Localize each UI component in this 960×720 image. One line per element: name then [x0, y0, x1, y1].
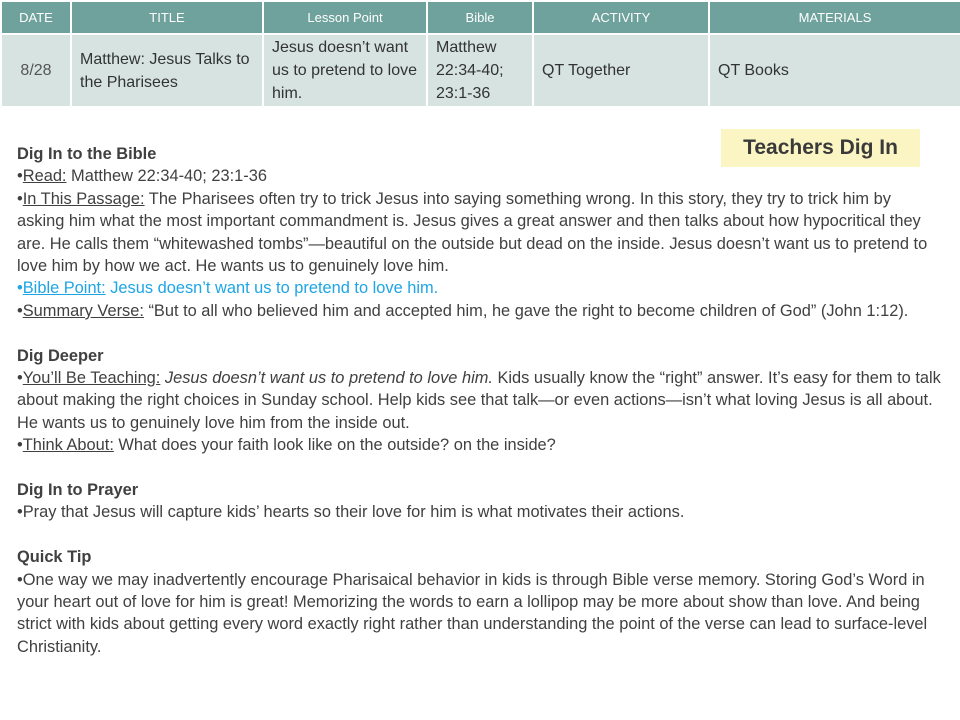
header-bible: Bible — [427, 1, 533, 34]
cell-activity: QT Together — [533, 34, 709, 107]
bullet: • — [17, 503, 23, 522]
read-line — [17, 165, 942, 187]
cell-bible: Matthew 22:34-40; 23:1-36 — [427, 34, 533, 107]
passage-paragraph — [17, 188, 942, 278]
header-materials: MATERIALS — [709, 1, 960, 34]
bullet: • — [17, 167, 23, 186]
cell-date: 8/28 — [1, 34, 71, 107]
quick-tip-text: One way we may inadvertently encourage Pharisaical behavior in kids is through Bible verse memory. Storing God’s Word in your heart out of love for him is great! Memorizing the words to earn a lollipop may be more about show than love. And being strict with kids about getting every word exactly right rather than understanding the point of the verse can lead to surface-level Christianity. — [17, 570, 928, 656]
teachers-dig-in-badge: Teachers Dig In — [721, 129, 920, 167]
prayer-text: Pray that Jesus will capture kids’ hearts so their love for him is what motivates their actions. — [22, 503, 685, 522]
prayer-line — [17, 501, 942, 523]
summary-verse-text: “But to all who believed him and accepted him, he gave the right to become children of God” (John 1:12). — [143, 301, 909, 320]
think-about-text: What does your faith look like on the outside? on the inside? — [113, 436, 556, 455]
bible-point-label: Bible Point: — [22, 279, 106, 298]
cell-title: Matthew: Jesus Talks to the Pharisees — [71, 34, 263, 107]
section-heading-dig-in-prayer: Dig In to Prayer — [17, 481, 139, 500]
teaching-paragraph — [17, 367, 942, 434]
cell-lesson-point: Jesus doesn’t want us to pretend to love him. — [263, 34, 427, 107]
summary-verse-label: Summary Verse: — [22, 301, 144, 320]
section-heading-dig-in-bible: Dig In to the Bible — [17, 145, 157, 163]
bullet: • — [17, 279, 23, 298]
think-about-label: Think About: — [22, 436, 114, 455]
quick-tip-paragraph — [17, 569, 942, 659]
cell-materials: QT Books — [709, 34, 960, 107]
teaching-point-italic: Jesus doesn’t want us to pretend to love him. — [164, 369, 493, 388]
header-date: DATE — [1, 1, 71, 34]
passage-text: The Pharisees often try to trick Jesus into saying something wrong. In this story, they try to trick him by asking him what the most important commandment is. Jesus gives a great answer and then talks about how hypocritical they are. He calls them “whitewashed tombs”—beautiful on the outside but dead on the inside. Jesus doesn’t want us to pretend to love him by how we act. He wants us to genuinely love him. — [17, 189, 928, 276]
lesson-content — [17, 143, 942, 658]
teaching-label: You’ll Be Teaching: — [22, 369, 161, 388]
bible-point-text: Jesus doesn’t want us to pretend to love him. — [105, 279, 439, 298]
bullet: • — [17, 570, 23, 589]
read-text: Matthew 22:34-40; 23:1-36 — [66, 167, 267, 186]
header-title: TITLE — [71, 1, 263, 34]
think-about-line — [17, 434, 942, 456]
header-lesson-point: Lesson Point — [263, 1, 427, 34]
bullet: • — [17, 301, 23, 320]
teaching-text: Kids usually know the “right” answer. It’s easy for them to talk about making the right choices in Sunday school. Help kids see that talk—or even actions—isn’t what loving Jesus is all about. He wants us to genuinely love him from the inside out. — [17, 369, 941, 432]
table-row — [1, 34, 960, 107]
lesson-table — [0, 0, 960, 108]
table-header-row — [1, 1, 960, 34]
section-heading-dig-deeper: Dig Deeper — [17, 346, 104, 365]
bullet: • — [17, 436, 23, 455]
bible-point-line — [17, 277, 942, 299]
read-label: Read: — [22, 167, 67, 186]
bullet: • — [17, 189, 23, 208]
header-activity: ACTIVITY — [533, 1, 709, 34]
section-heading-quick-tip: Quick Tip — [17, 548, 92, 567]
bullet: • — [17, 369, 23, 388]
passage-label: In This Passage: — [22, 189, 145, 208]
summary-verse-paragraph — [17, 300, 942, 322]
